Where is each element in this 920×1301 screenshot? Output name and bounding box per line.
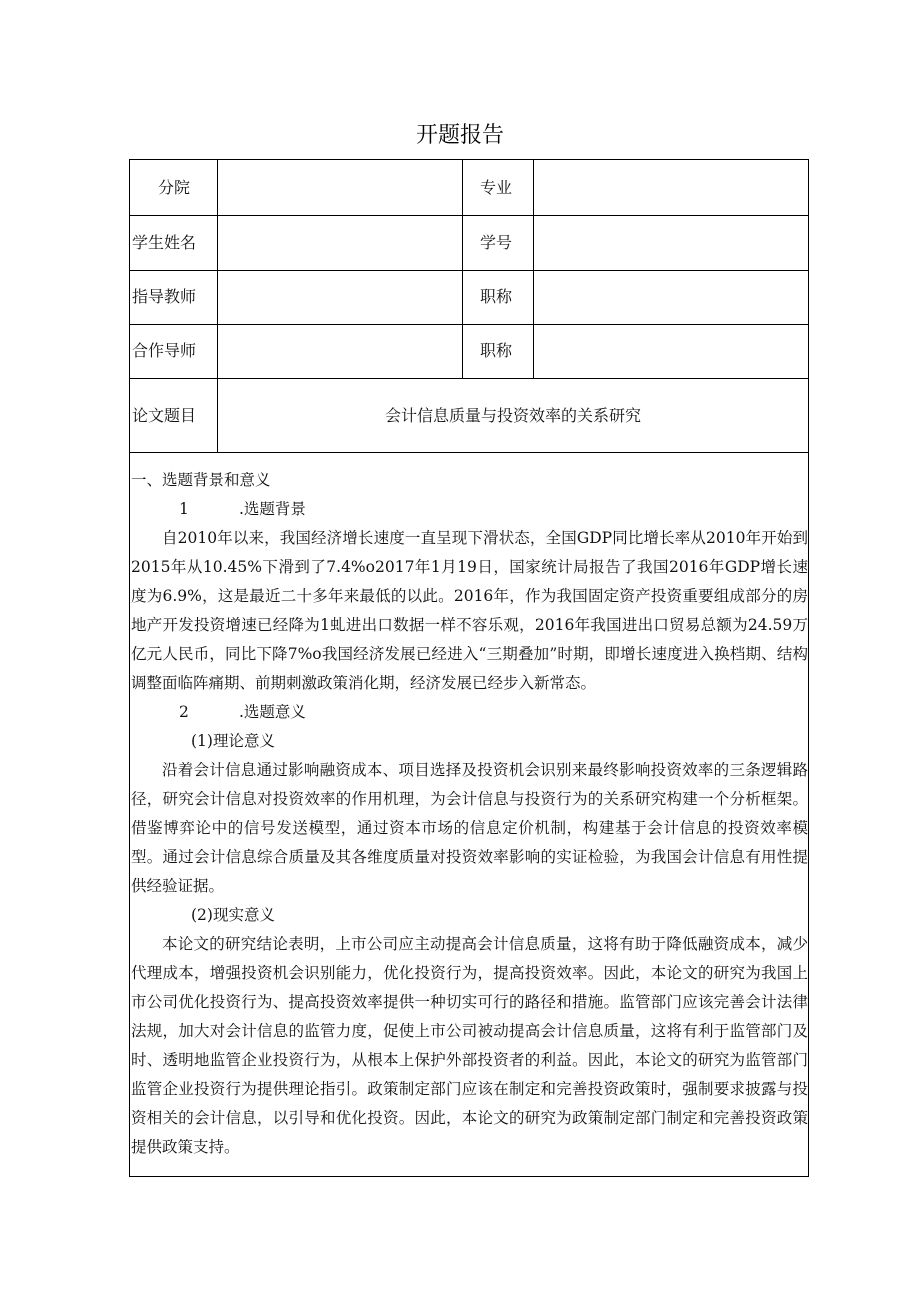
co-advisor-label: 合作导师: [132, 341, 197, 360]
column-divider: [462, 160, 463, 378]
theory-significance-heading: (1)理论意义: [191, 732, 275, 750]
co-advisor-title-label: 职称: [480, 341, 513, 360]
thesis-topic-value: 会计信息质量与投资效率的关系研究: [384, 406, 641, 425]
subsection-number: 2: [179, 703, 189, 721]
subsection-heading-significance: [131, 698, 808, 727]
proposal-body: [131, 466, 808, 1162]
background-paragraph: 自2010年以来，我国经济增长速度一直呈现下滑状态，全国GDP同比增长率从2010年开始到2015年从10.45%下滑到了7.4%o2017年1月19日，国家统计局报告了我国2016年GDP增长速度为6.9%，这是最近二十多年来最低的以此。2016年，作为我国固定资产投资重要组成部分的房地产开发投资增速已经降为1虬进出口数据一样不容乐观，2016年我国进出口贸易总额为24.59万亿元人民币，同比下降7%o我国经济发展已经进入“三期叠加”时期，即增长速度进入换档期、结构调整面临阵痛期、前期刺激政策消化期，经济发展已经步入新常态。: [131, 529, 808, 692]
row-divider: [130, 452, 808, 453]
subsection-heading-background: [131, 495, 808, 524]
theory-paragraph: 沿着会计信息通过影响融资成本、项目选择及投资机会识别来最终影响投资效率的三条逻辑路径，研究会计信息对投资效率的作用机理，为会计信息与投资行为的关系研究构建一个分析框架。借鉴博弈论中的信号发送模型，通过资本市场的信息定价机制，构建基于会计信息的投资效率模型。通过会计信息综合质量及其各维度质量对投资效率影响的实证检验，为我国会计信息有用性提供经验证据。: [131, 761, 808, 895]
advisor-title-label: 职称: [480, 287, 513, 306]
major-label: 专业: [480, 178, 513, 197]
row-divider: [130, 215, 808, 216]
practical-significance-heading: (2)现实意义: [191, 906, 275, 924]
thesis-topic-label: 论文题目: [132, 406, 197, 425]
student-id-label: 学号: [480, 233, 513, 252]
department-label: 分院: [158, 178, 191, 197]
student-name-label: 学生姓名: [132, 233, 197, 252]
subsection-title: .选题意义: [239, 703, 306, 721]
advisor-label: 指导教师: [132, 287, 197, 306]
row-divider: [130, 270, 808, 271]
subsection-title: .选题背景: [239, 500, 306, 518]
page-title: 开题报告: [415, 123, 504, 148]
subsection-number: 1: [179, 500, 189, 518]
proposal-table: [129, 159, 809, 1177]
row-divider: [130, 324, 808, 325]
row-divider: [130, 378, 808, 379]
column-divider: [533, 160, 534, 378]
section-heading: 一、选题背景和意义: [131, 471, 271, 489]
practical-paragraph: 本论文的研究结论表明，上市公司应主动提高会计信息质量，这将有助于降低融资成本，减少代理成本，增强投资机会识别能力，优化投资行为，提高投资效率。因此，本论文的研究为我国上市公司优化投资行为、提高投资效率提供一种切实可行的路径和措施。监管部门应该完善会计法律法规，加大对会计信息的监管力度，促使上市公司被动提高会计信息质量，这将有利于监管部门及时、透明地监管企业投资行为，从根本上保护外部投资者的利益。因此，本论文的研究为监管部门监管企业投资行为提供理论指引。政策制定部门应该在制定和完善投资政策时，强制要求披露与投资相关的会计信息，以引导和优化投资。因此，本论文的研究为政策制定部门制定和完善投资政策提供政策支持。: [131, 935, 808, 1156]
